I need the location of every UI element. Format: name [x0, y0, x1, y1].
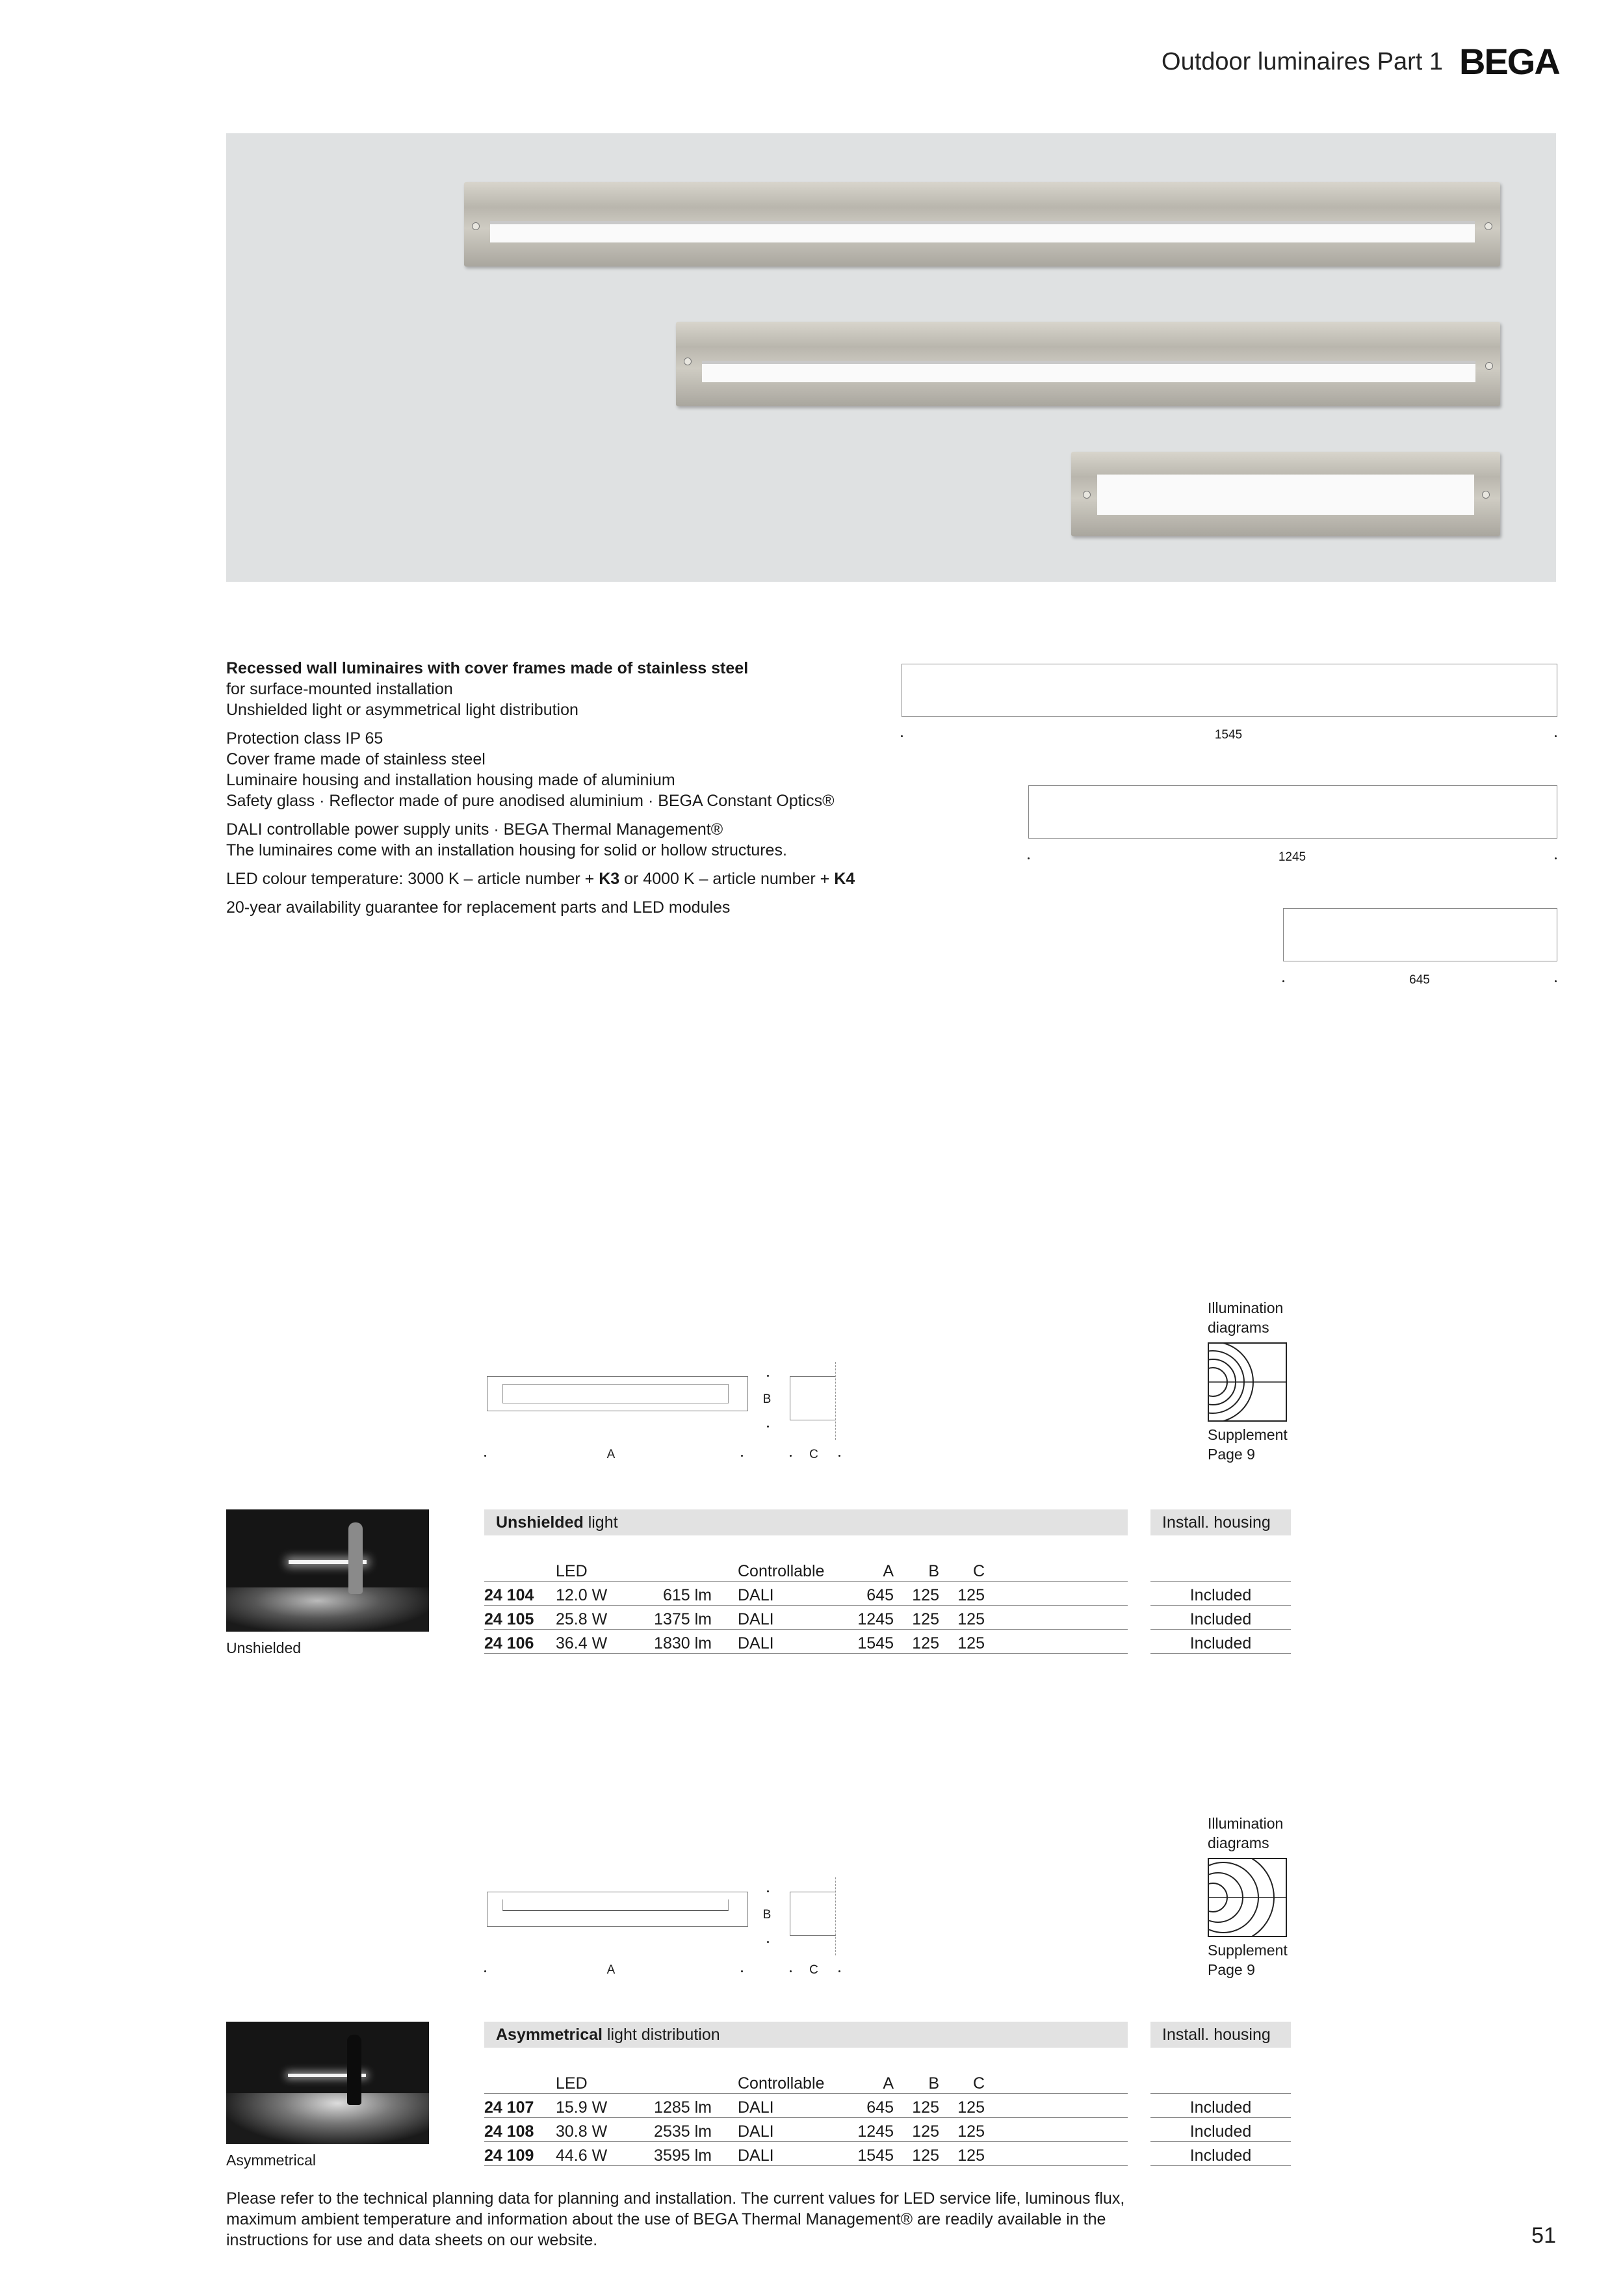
install-housing-header: Install. housing: [1150, 2022, 1291, 2048]
install-housing-header: Install. housing: [1150, 1509, 1291, 1535]
illumination-label: Illumination diagrams: [1208, 1299, 1284, 1336]
luminaire-1245: [676, 322, 1500, 406]
table-row: 24 106 36.4 W 1830 lm DALI 1545 125 125: [484, 1630, 1128, 1654]
illumination-label: Illumination diagrams: [1208, 1815, 1284, 1851]
spec-table-asymmetrical: LED Controllable A B C 24 107 15.9 W 1285 lm DALI 645 125 125 24 108 30.8 W 2535 lm DALI 1245 125 125 24 109 44.6 W 3595 lm DALI 1545 125 125: [484, 2070, 1128, 2166]
footer-note: Please refer to the technical planning data for planning and installation. The current values for LED service life, luminous flux, maximum ambient temperature and information about the use of BEGA Thermal Management® are readily available in the instructions for use and data sheets on our website.: [226, 2189, 1125, 2249]
intro-line: Unshielded light or asymmetrical light distribution: [226, 701, 578, 719]
intro-line: Safety glass · Reflector made of pure anodised aluminium · BEGA Constant Optics®: [226, 792, 835, 810]
dim-a: A: [606, 1448, 616, 1461]
intro-line: The luminaires come with an installation housing for solid or hollow structures.: [226, 841, 787, 859]
install-table-asymmetrical: Included Included Included: [1150, 2070, 1291, 2166]
scene-photo-asymmetrical: [226, 2022, 429, 2144]
luminaire-645: [1071, 452, 1500, 536]
dim-a: A: [606, 1963, 616, 1977]
size-label-645: 645: [1409, 973, 1430, 987]
page-number: 51: [1531, 2223, 1556, 2248]
technical-drawing-asymmetrical: [484, 1877, 861, 1981]
dim-b: B: [762, 1392, 772, 1406]
guarantee: 20-year availability guarantee for replacement parts and LED modules: [226, 898, 731, 917]
illumination-diagram-icon: [1208, 1858, 1287, 1937]
intro-heading: Recessed wall luminaires with cover frames made of stainless steel: [226, 659, 749, 677]
table-row: 24 108 30.8 W 2535 lm DALI 1245 125 125: [484, 2118, 1128, 2142]
section-header-asymmetrical: Asymmetrical light distribution: [484, 2022, 1128, 2048]
spec-table-unshielded: LED Controllable A B C 24 104 12.0 W 615 lm DALI 645 125 125 24 105 25.8 W 1375 lm DALI 1245 125 125 24 106 36.4 W 1830 lm DALI 1545 125 125: [484, 1558, 1128, 1654]
size-box-645: [1283, 908, 1557, 961]
dim-c: C: [809, 1963, 818, 1977]
technical-drawing-unshielded: [484, 1362, 861, 1466]
scene-photo-unshielded: [226, 1509, 429, 1632]
table-row: 24 105 25.8 W 1375 lm DALI 1245 125 125: [484, 1606, 1128, 1630]
intro-line: for surface-mounted installation: [226, 680, 453, 698]
luminaire-1545: [464, 182, 1500, 267]
scene-caption-asymmetrical: Asymmetrical: [226, 2152, 317, 2169]
size-label-1545: 1545: [1214, 728, 1243, 742]
dim-b: B: [762, 1908, 772, 1922]
size-label-1245: 1245: [1278, 850, 1306, 864]
brand-logo: BEGA: [1459, 41, 1559, 82]
table-row: 24 107 15.9 W 1285 lm DALI 645 125 125: [484, 2094, 1128, 2118]
intro-line: Cover frame made of stainless steel: [226, 750, 486, 768]
scene-caption-unshielded: Unshielded: [226, 1639, 302, 1656]
intro-text: [226, 658, 876, 926]
colour-temperature: LED colour temperature: 3000 K – article number + K3 or 4000 K – article number + K4: [226, 870, 855, 888]
size-box-1245: [1028, 785, 1557, 839]
illumination-diagram-icon: [1208, 1342, 1287, 1422]
page-title: Outdoor luminaires Part 1: [1162, 48, 1443, 75]
size-box-1545: [902, 664, 1557, 717]
intro-line: DALI controllable power supply units · BEGA Thermal Management®: [226, 820, 723, 839]
product-photo: [226, 133, 1556, 582]
section-header-unshielded: Unshielded light: [484, 1509, 1128, 1535]
install-table-unshielded: Included Included Included: [1150, 1558, 1291, 1654]
supplement-label: Supplement Page 9: [1208, 1942, 1288, 1978]
intro-line: Protection class IP 65: [226, 729, 383, 748]
dim-c: C: [809, 1448, 818, 1461]
table-row: 24 109 44.6 W 3595 lm DALI 1545 125 125: [484, 2142, 1128, 2166]
supplement-label: Supplement Page 9: [1208, 1426, 1288, 1463]
table-row: 24 104 12.0 W 615 lm DALI 645 125 125: [484, 1582, 1128, 1606]
intro-line: Luminaire housing and installation housing made of aluminium: [226, 771, 675, 789]
